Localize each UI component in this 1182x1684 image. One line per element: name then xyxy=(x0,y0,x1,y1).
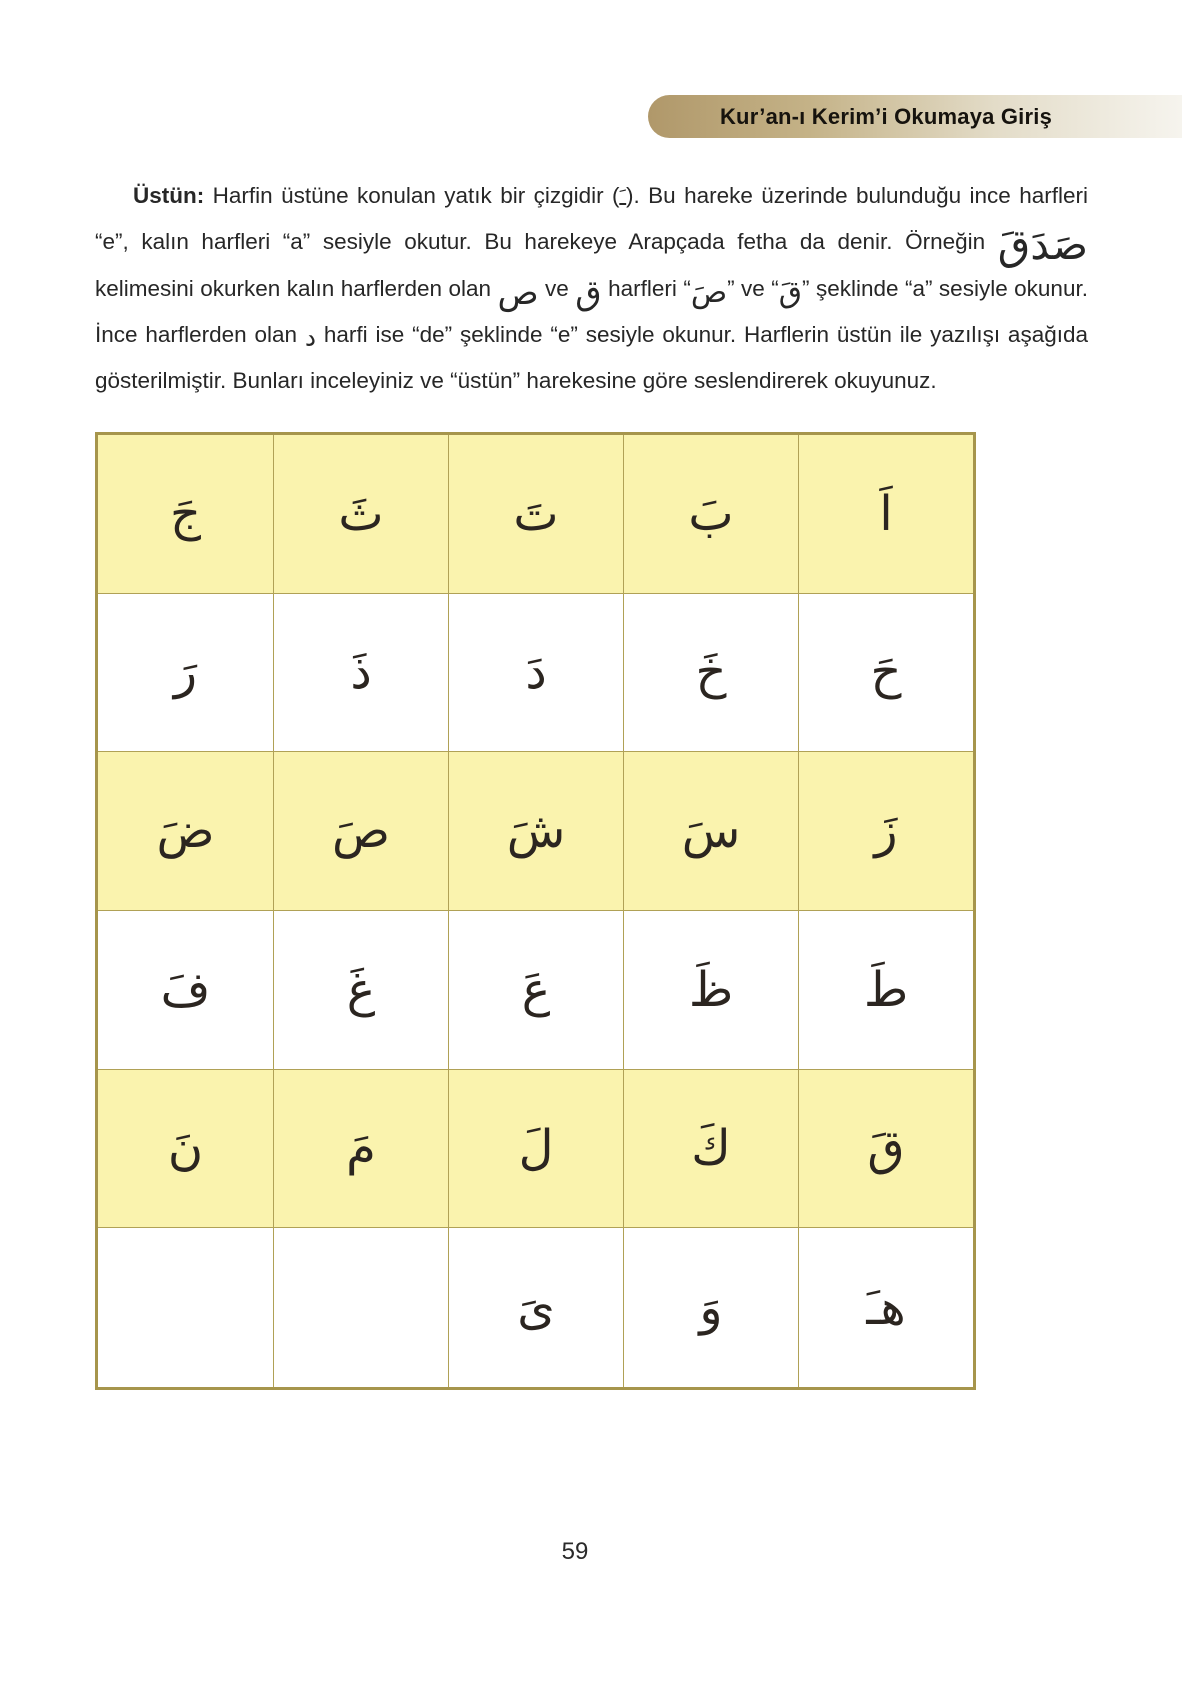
letter-cell-tha-fatha: ثَ xyxy=(273,435,448,594)
arabic-letter-dal: د xyxy=(304,322,317,352)
paragraph-text: ). Bu hareke üzerinde bulunduğu ince harfleri “e”, kalın harfleri “a” sesiyle okutur. Bu harekeye Arapçada fetha da denir. Örneğin xyxy=(95,182,1088,254)
paragraph-text: ” ve “ xyxy=(727,275,779,301)
letter-cell-qaf-fatha: قَ xyxy=(798,1070,973,1229)
letter-cell-ta-fatha: تَ xyxy=(448,435,623,594)
paragraph-text: harfi ise “de” şeklinde “e” sesiyle okunur. Harflerin üstün ile yazılışı aşağıda gösterilmiştir. Bunları inceleyiniz ve “üstün” harekesine göre seslendirerek okuyunuz. xyxy=(95,321,1088,393)
letter-cell-ghayn-fatha: غَ xyxy=(273,911,448,1070)
letter-cell-kha-fatha: خَ xyxy=(623,594,798,753)
letter-cell-kaf-fatha: كَ xyxy=(623,1070,798,1229)
letter-cell-nun-fatha: نَ xyxy=(98,1070,273,1229)
letter-cell-tta-fatha: طَ xyxy=(798,911,973,1070)
letter-cell-ya-fatha: ىَ xyxy=(448,1228,623,1387)
letter-cell-shin-fatha: شَ xyxy=(448,752,623,911)
arabic-letter-qaf: ق xyxy=(575,272,602,313)
letter-cell-ra-fatha: رَ xyxy=(98,594,273,753)
letter-cell-zza-fatha: ظَ xyxy=(623,911,798,1070)
page-number: 59 xyxy=(561,1538,589,1565)
arabic-letter-sad-fatha: صَ xyxy=(690,274,728,310)
letter-cell-ha-fatha: حَ xyxy=(798,594,973,753)
letter-cell-sin-fatha: سَ xyxy=(623,752,798,911)
paragraph-text: Harfin üstüne konulan yatık bir çizgidir ( xyxy=(204,182,620,208)
letter-cell-mim-fatha: مَ xyxy=(273,1070,448,1229)
letter-cell-ba-fatha: بَ xyxy=(623,435,798,594)
empty-cell xyxy=(98,1228,273,1387)
letter-cell-dal-fatha: دَ xyxy=(448,594,623,753)
letter-cell-heh-fatha: هـَ xyxy=(798,1228,973,1387)
letter-cell-lam-fatha: لَ xyxy=(448,1070,623,1229)
intro-paragraph xyxy=(95,173,1088,404)
letter-cell-sad-fatha: صَ xyxy=(273,752,448,911)
letter-cell-ayn-fatha: عَ xyxy=(448,911,623,1070)
fatha-mark-glyph: ـَ xyxy=(619,185,626,211)
letter-cell-dad-fatha: ضَ xyxy=(98,752,273,911)
arabic-word-sadaqa: صَدَقَ xyxy=(997,219,1088,269)
paragraph-text: harfleri “ xyxy=(601,275,691,301)
arabic-letter-sad: ص xyxy=(497,272,539,313)
fatha-letters-table xyxy=(95,432,976,1390)
letter-cell-jim-fatha: جَ xyxy=(98,435,273,594)
paragraph-text: kelimesini okurken kalın harflerden olan xyxy=(95,275,498,301)
letter-cell-alif-fatha: اَ xyxy=(798,435,973,594)
paragraph-text: ve xyxy=(538,275,576,301)
letter-cell-dhal-fatha: ذَ xyxy=(273,594,448,753)
empty-cell xyxy=(273,1228,448,1387)
paragraph-text: ” şeklinde “a” sesiyle okunur. İnce harflerden olan xyxy=(95,275,1088,347)
chapter-title: Kur’an-ı Kerim’i Okumaya Giriş xyxy=(719,103,1053,129)
term-ustun: Üstün: xyxy=(133,182,205,208)
chapter-header-badge xyxy=(648,95,1182,138)
letter-cell-waw-fatha: وَ xyxy=(623,1228,798,1387)
arabic-letter-qaf-fatha: قَ xyxy=(778,274,803,310)
letter-cell-fa-fatha: فَ xyxy=(98,911,273,1070)
letter-cell-zay-fatha: زَ xyxy=(798,752,973,911)
